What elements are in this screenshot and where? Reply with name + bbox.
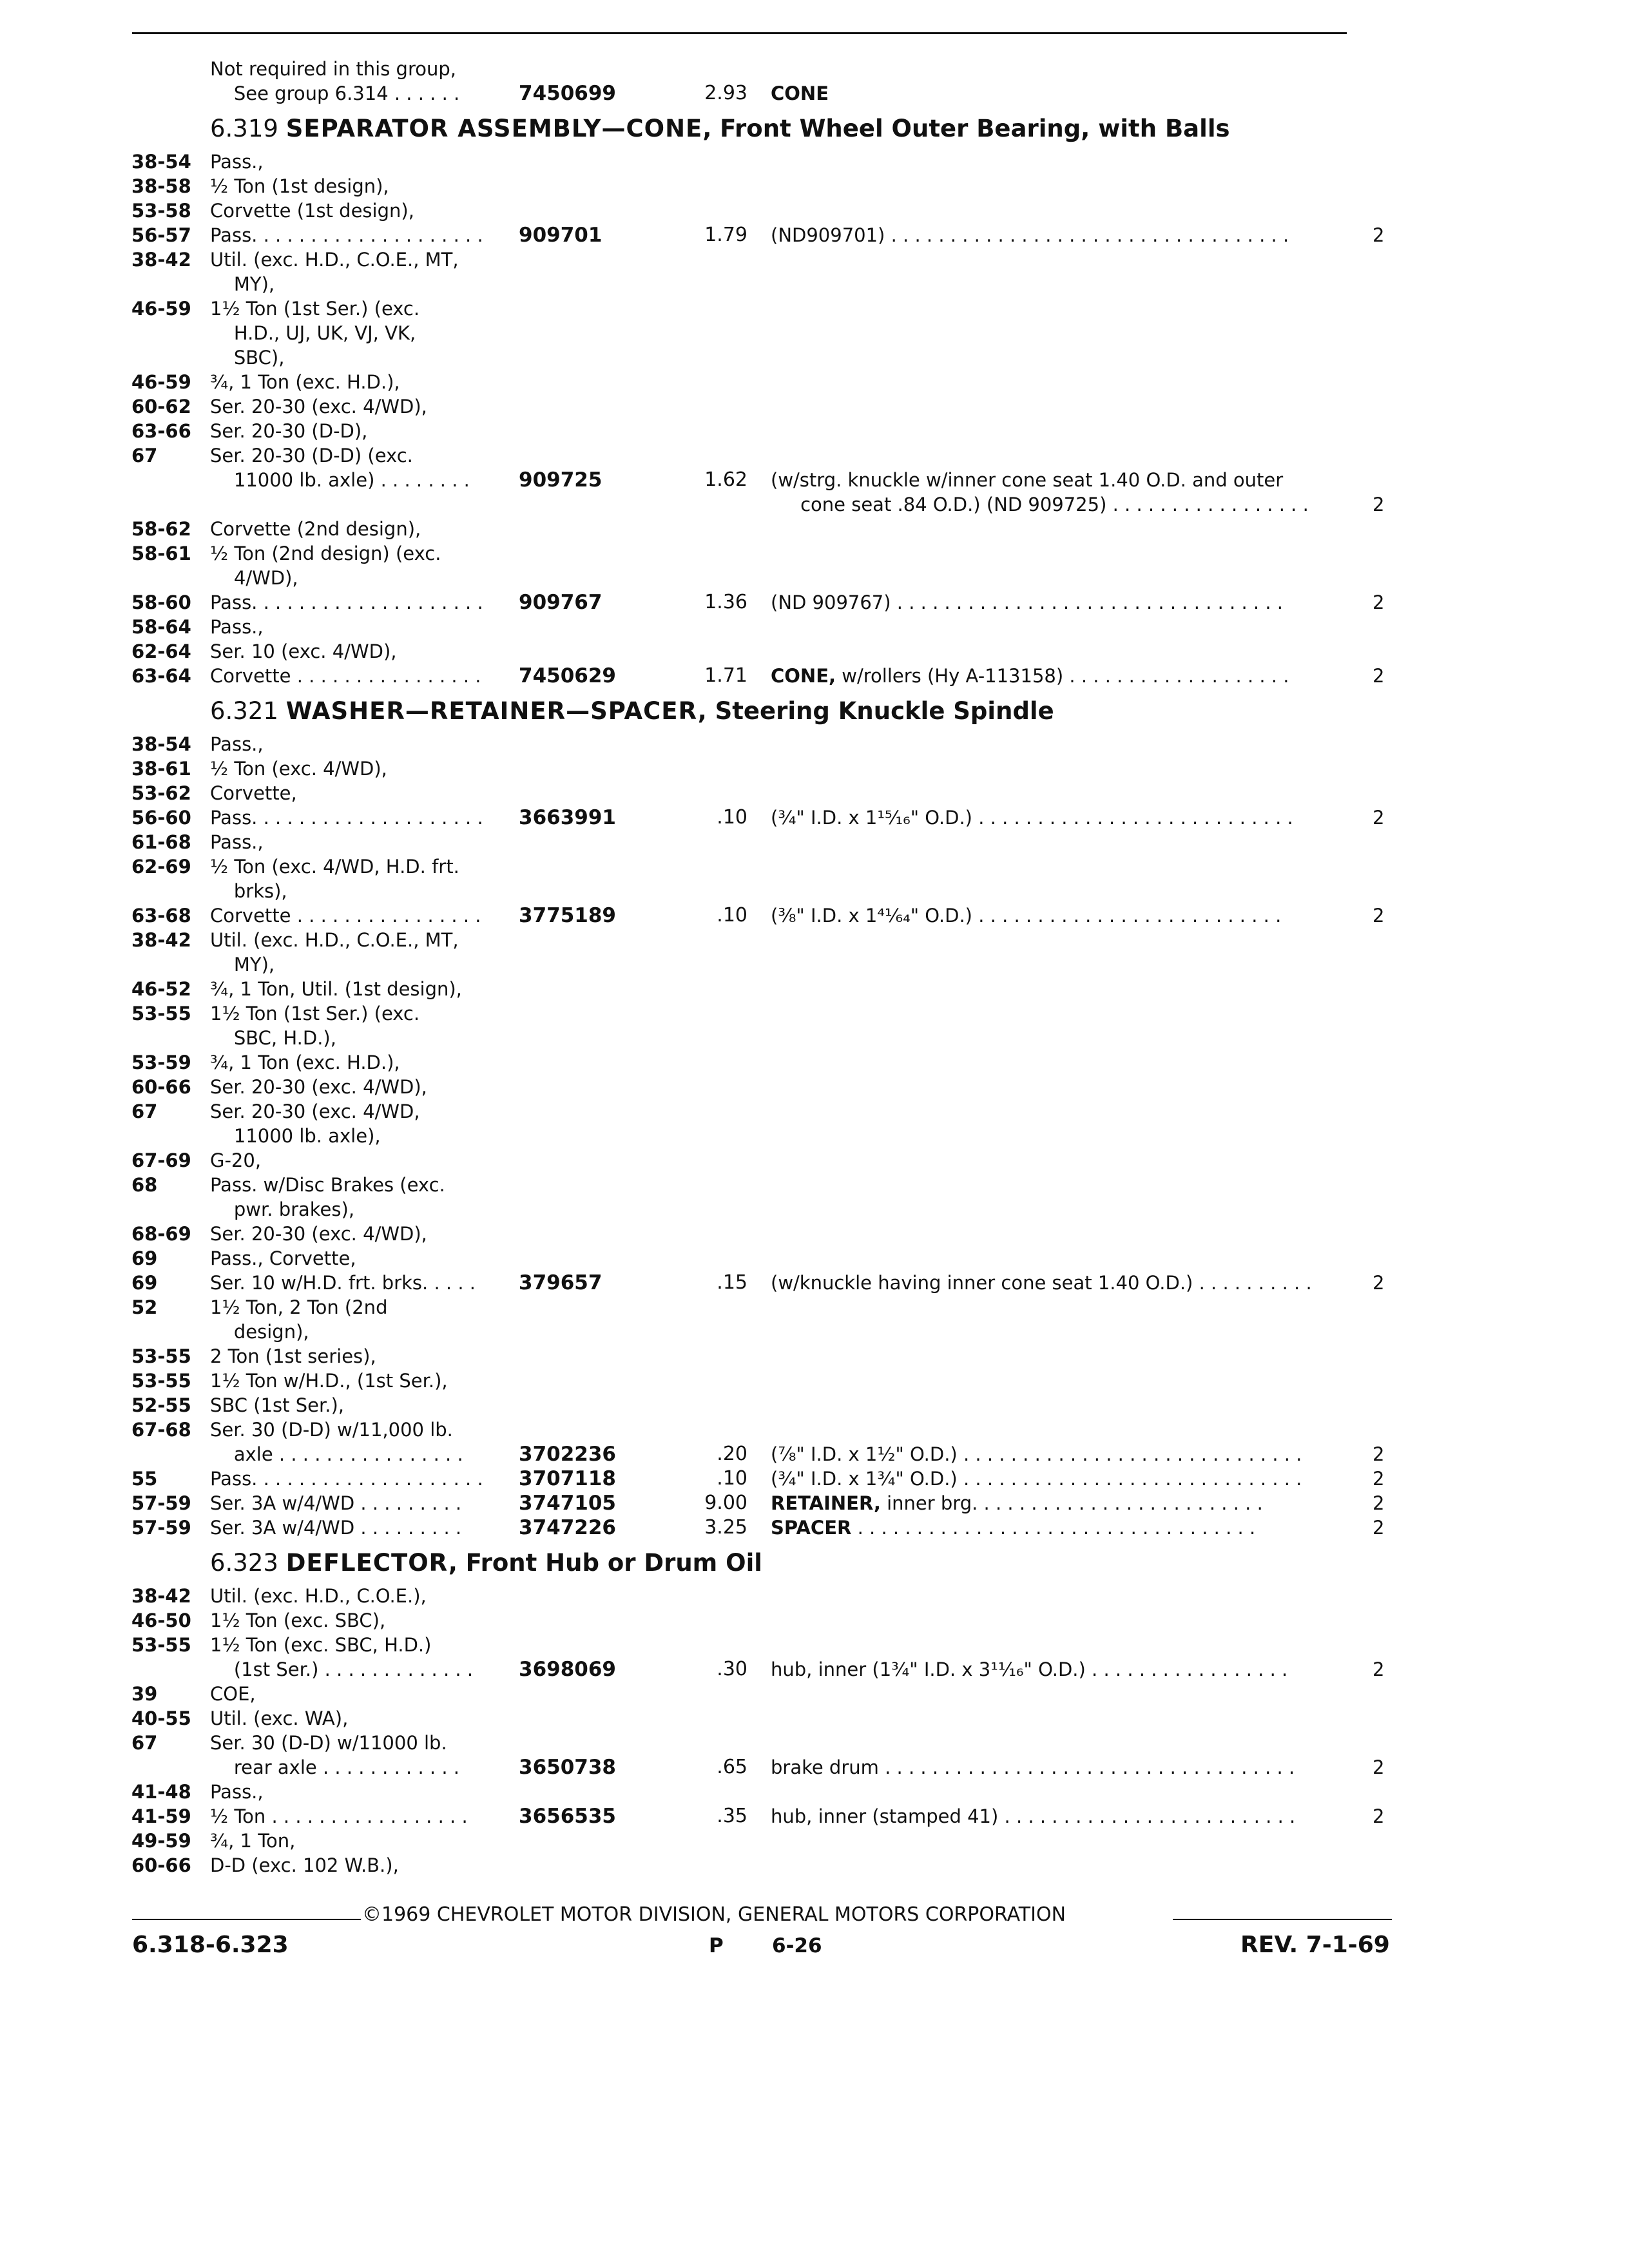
model-years: 55 [131, 1468, 158, 1490]
parts-row [0, 419, 1629, 443]
application: Pass., [210, 733, 264, 755]
description [771, 1442, 1302, 1466]
model-years: 63-66 [131, 420, 191, 442]
model-years: 38-61 [131, 758, 191, 780]
application: COE, [210, 1683, 256, 1705]
quantity: 2 [1373, 494, 1385, 515]
quantity: 2 [1373, 1517, 1385, 1539]
model-years: 63-68 [131, 905, 191, 927]
parts-row [0, 1099, 1629, 1124]
application: G-20, [210, 1149, 262, 1171]
application: Ser. 20-30 (exc. 4/WD), [210, 1076, 427, 1098]
description-text: (ND909701) . . . . . . . . . . . . . . . . . . . . . . . . . . . . . . . . . . [771, 224, 1289, 246]
description-name: SPACER [771, 1517, 852, 1539]
model-years: 58-60 [131, 591, 191, 613]
model-years: 57-59 [131, 1517, 191, 1539]
page-letter: P [709, 1934, 724, 1957]
application: Ser. 10 w/H.D. frt. brks. . . . . [210, 1272, 476, 1294]
parts-row [0, 1804, 1629, 1829]
parts-row [0, 1124, 1629, 1148]
parts-row [0, 1075, 1629, 1099]
model-years: 63-64 [131, 665, 191, 687]
model-years: 69 [131, 1272, 158, 1294]
list-price: .10 [717, 806, 747, 829]
section-subtitle: Front Wheel Outer Bearing, with Balls [720, 115, 1230, 142]
application: Pass., [210, 616, 264, 638]
application: (1st Ser.) . . . . . . . . . . . . . [210, 1658, 474, 1680]
parts-row [0, 468, 1629, 492]
application: Pass. w/Disc Brakes (exc. [210, 1174, 445, 1196]
application: Pass. . . . . . . . . . . . . . . . . . . . [210, 224, 483, 246]
description-text: inner brg. . . . . . . . . . . . . . . . . . . . . . . . . [880, 1492, 1263, 1514]
list-price: .10 [717, 904, 747, 927]
description [771, 81, 829, 106]
model-years: 41-59 [131, 1805, 191, 1827]
quantity: 2 [1373, 1658, 1385, 1680]
parts-row [0, 756, 1629, 781]
part-number: 909767 [519, 591, 602, 614]
parts-row [0, 639, 1629, 664]
list-price: 9.00 [704, 1492, 747, 1514]
application: Ser. 10 (exc. 4/WD), [210, 640, 397, 662]
parts-row [0, 1682, 1629, 1706]
part-number: 3707118 [519, 1467, 616, 1490]
section-title: DEFLECTOR, [285, 1549, 458, 1577]
page-range: 6.318-6.323 [132, 1932, 289, 1958]
application: ½ Ton (exc. 4/WD), [210, 758, 387, 780]
part-number: 3698069 [519, 1658, 616, 1681]
application: design), [210, 1321, 309, 1343]
part-number: 3650738 [519, 1756, 616, 1779]
parts-row [0, 272, 1629, 296]
model-years: 46-52 [131, 978, 191, 1000]
description-text: (ND 909767) . . . . . . . . . . . . . . . . . . . . . . . . . . . . . . . . . [771, 591, 1283, 613]
revision-date: REV. 7-1-69 [1240, 1932, 1390, 1958]
application: SBC), [210, 347, 285, 369]
parts-row [0, 174, 1629, 198]
description [771, 1755, 1295, 1780]
parts-row [0, 879, 1629, 903]
model-years: 39 [131, 1683, 158, 1705]
application: Pass. . . . . . . . . . . . . . . . . . . . [210, 1468, 483, 1490]
section-title: SEPARATOR ASSEMBLY—CONE, [285, 115, 713, 142]
application: rear axle . . . . . . . . . . . . [210, 1756, 459, 1778]
parts-row [0, 81, 1629, 106]
model-years: 56-57 [131, 224, 191, 246]
model-years: 46-50 [131, 1610, 191, 1631]
section-heading [210, 697, 1054, 725]
description [771, 1466, 1302, 1491]
parts-row [0, 223, 1629, 247]
parts-row [0, 590, 1629, 615]
application: Ser. 20-30 (exc. 4/WD, [210, 1100, 420, 1122]
list-price: .35 [717, 1805, 747, 1827]
parts-row [0, 1344, 1629, 1369]
application: Ser. 20-30 (D-D), [210, 420, 368, 442]
parts-row [0, 1755, 1629, 1780]
parts-row [0, 1731, 1629, 1755]
description [771, 1491, 1263, 1515]
model-years: 38-42 [131, 1585, 191, 1607]
model-years: 60-66 [131, 1854, 191, 1876]
application: Ser. 20-30 (exc. 4/WD), [210, 1223, 427, 1245]
model-years: 41-48 [131, 1781, 191, 1803]
model-years: 67 [131, 1732, 158, 1754]
application: D-D (exc. 102 W.B.), [210, 1854, 399, 1876]
footer-rule-left [132, 1919, 361, 1920]
application: ½ Ton (2nd design) (exc. [210, 543, 441, 564]
quantity: 2 [1373, 1468, 1385, 1490]
parts-row [0, 1271, 1629, 1295]
quantity: 2 [1373, 1443, 1385, 1465]
part-number: 909725 [519, 468, 602, 492]
description-text: (¾" I.D. x 1¾" O.D.) . . . . . . . . . . . . . . . . . . . . . . . . . . . . . [771, 1468, 1302, 1490]
description-text: . . . . . . . . . . . . . . . . . . . . . . . . . . . . . . . . . . [851, 1517, 1256, 1539]
model-years: 53-58 [131, 200, 191, 222]
quantity: 2 [1373, 807, 1385, 829]
list-price: 1.79 [704, 224, 747, 246]
parts-row [0, 1780, 1629, 1804]
parts-row [0, 443, 1629, 468]
copyright-line: ©1969 CHEVROLET MOTOR DIVISION, GENERAL MOTORS CORPORATION [362, 1903, 1066, 1926]
parts-row [0, 296, 1629, 321]
description [771, 1271, 1312, 1295]
parts-row [0, 198, 1629, 223]
parts-row [0, 1442, 1629, 1466]
part-number: 3775189 [519, 904, 616, 927]
application: 2 Ton (1st series), [210, 1345, 376, 1367]
model-years: 60-62 [131, 396, 191, 418]
parts-row [0, 1829, 1629, 1853]
model-years: 60-66 [131, 1076, 191, 1098]
application: Ser. 3A w/4/WD . . . . . . . . . [210, 1492, 462, 1514]
model-years: 38-42 [131, 249, 191, 271]
footer-rule-right [1173, 1919, 1392, 1920]
parts-row [0, 1246, 1629, 1271]
application: 1½ Ton (1st Ser.) (exc. [210, 1003, 420, 1024]
part-number: 3747105 [519, 1492, 616, 1515]
model-years: 61-68 [131, 831, 191, 853]
application: Util. (exc. H.D., C.O.E.), [210, 1585, 427, 1607]
application: 1½ Ton, 2 Ton (2nd [210, 1296, 388, 1318]
model-years: 38-54 [131, 151, 191, 173]
application: Pass., [210, 831, 264, 853]
description-text: CONE [771, 82, 829, 104]
application: Corvette (1st design), [210, 200, 414, 222]
application: Ser. 20-30 (D-D) (exc. [210, 445, 413, 466]
parts-row [0, 492, 1629, 517]
model-years: 67-68 [131, 1419, 191, 1441]
model-years: 46-59 [131, 298, 191, 320]
quantity: 2 [1373, 1805, 1385, 1827]
application: axle . . . . . . . . . . . . . . . . [210, 1443, 463, 1465]
parts-row [0, 1657, 1629, 1682]
application: ¾, 1 Ton (exc. H.D.), [210, 1052, 400, 1073]
parts-row [0, 1173, 1629, 1197]
model-years: 57-59 [131, 1492, 191, 1514]
description-text: (w/strg. knuckle w/inner cone seat 1.40 O.D. and outer [771, 469, 1284, 491]
application: 1½ Ton (exc. SBC, H.D.) [210, 1634, 432, 1656]
model-years: 53-55 [131, 1345, 191, 1367]
list-price: 3.25 [704, 1516, 747, 1539]
parts-row [0, 1295, 1629, 1320]
application: ¾, 1 Ton (exc. H.D.), [210, 371, 400, 393]
model-years: 53-55 [131, 1003, 191, 1024]
application: Ser. 20-30 (exc. 4/WD), [210, 396, 427, 418]
parts-row [0, 394, 1629, 419]
parts-row [0, 854, 1629, 879]
description-text: w/rollers (Hy A-113158) . . . . . . . . . . . . . . . . . . . [836, 665, 1289, 687]
section-title: WASHER—RETAINER—SPACER, [285, 697, 708, 725]
parts-row [0, 370, 1629, 394]
parts-row [0, 1418, 1629, 1442]
model-years: 53-55 [131, 1370, 191, 1392]
model-years: 68-69 [131, 1223, 191, 1245]
section-heading [210, 115, 1230, 142]
description [771, 903, 1281, 928]
section-number: 6.321 [210, 697, 278, 725]
parts-row [0, 1853, 1629, 1878]
application: ½ Ton (1st design), [210, 175, 389, 197]
page-number: 6-26 [772, 1934, 822, 1957]
application: 4/WD), [210, 567, 298, 589]
description-name: CONE, [771, 665, 836, 687]
application: pwr. brakes), [210, 1198, 355, 1220]
application: Pass., [210, 151, 264, 173]
application: Ser. 30 (D-D) w/11,000 lb. [210, 1419, 453, 1441]
application: Corvette . . . . . . . . . . . . . . . . [210, 665, 481, 687]
parts-row [0, 1197, 1629, 1222]
model-years: 38-58 [131, 175, 191, 197]
application: ¾, 1 Ton, Util. (1st design), [210, 978, 462, 1000]
parts-row [0, 1050, 1629, 1075]
description [771, 492, 1309, 517]
application: ½ Ton . . . . . . . . . . . . . . . . . [210, 1805, 468, 1827]
description-text: hub, inner (stamped 41) . . . . . . . . . . . . . . . . . . . . . . . . . [771, 1805, 1296, 1827]
parts-row [0, 903, 1629, 928]
parts-row [0, 247, 1629, 272]
application: See group 6.314 . . . . . . [210, 82, 466, 104]
model-years: 58-61 [131, 543, 191, 564]
list-price: .30 [717, 1658, 747, 1680]
application: Util. (exc. WA), [210, 1707, 349, 1729]
section-number: 6.323 [210, 1549, 278, 1577]
model-years: 46-59 [131, 371, 191, 393]
description-name: RETAINER, [771, 1492, 881, 1514]
parts-row [0, 541, 1629, 566]
parts-row [0, 1001, 1629, 1026]
description-text: (⅞" I.D. x 1½" O.D.) . . . . . . . . . . . . . . . . . . . . . . . . . . . . . [771, 1443, 1302, 1465]
description-text: brake drum . . . . . . . . . . . . . . . . . . . . . . . . . . . . . . . . . . . [771, 1756, 1295, 1778]
description [771, 590, 1283, 615]
model-years: 38-54 [131, 733, 191, 755]
application: 1½ Ton (exc. SBC), [210, 1610, 386, 1631]
application: 1½ Ton w/H.D., (1st Ser.), [210, 1370, 448, 1392]
quantity: 2 [1373, 591, 1385, 613]
parts-row [0, 1633, 1629, 1657]
description [771, 1515, 1255, 1540]
parts-row [0, 664, 1629, 688]
parts-row [0, 1148, 1629, 1173]
description-text: (⅜" I.D. x 1⁴¹⁄₆₄" O.D.) . . . . . . . . . . . . . . . . . . . . . . . . . . [771, 905, 1282, 927]
part-number: 909701 [519, 224, 602, 247]
parts-row [0, 1320, 1629, 1344]
application: SBC, H.D.), [210, 1027, 336, 1049]
application: 11000 lb. axle), [210, 1125, 381, 1147]
model-years: 52 [131, 1296, 158, 1318]
model-years: 58-64 [131, 616, 191, 638]
application: Corvette (2nd design), [210, 518, 421, 540]
list-price: .65 [717, 1756, 747, 1778]
application: brks), [210, 880, 287, 902]
application: Pass., [210, 1781, 264, 1803]
parts-row [0, 1706, 1629, 1731]
parts-row [0, 1222, 1629, 1246]
part-number: 379657 [519, 1271, 602, 1294]
model-years: 53-59 [131, 1052, 191, 1073]
parts-row [0, 1584, 1629, 1608]
parts-row [0, 977, 1629, 1001]
application: Ser. 3A w/4/WD . . . . . . . . . [210, 1517, 462, 1539]
description-text: hub, inner (1¾" I.D. x 3¹¹⁄₁₆" O.D.) . . . . . . . . . . . . . . . . . [771, 1658, 1288, 1680]
list-price: .15 [717, 1271, 747, 1294]
list-price: 2.93 [704, 82, 747, 104]
part-number: 3656535 [519, 1805, 616, 1828]
model-years: 67-69 [131, 1149, 191, 1171]
part-number: 3702236 [519, 1443, 616, 1466]
section-subtitle: Front Hub or Drum Oil [465, 1549, 762, 1577]
parts-row [0, 321, 1629, 345]
description [771, 1804, 1295, 1829]
parts-row [0, 566, 1629, 590]
model-years: 52-55 [131, 1394, 191, 1416]
application: Util. (exc. H.D., C.O.E., MT, [210, 249, 459, 271]
parts-row [0, 1515, 1629, 1540]
application: Not required in this group, [210, 58, 456, 80]
list-price: 1.71 [704, 664, 747, 687]
part-number: 7450699 [519, 82, 616, 105]
parts-row [0, 1393, 1629, 1418]
parts-row [0, 615, 1629, 639]
application: Ser. 30 (D-D) w/11000 lb. [210, 1732, 447, 1754]
top-rule [132, 32, 1347, 34]
description-text: cone seat .84 O.D.) (ND 909725) . . . . . . . . . . . . . . . . . [771, 494, 1309, 515]
model-years: 68 [131, 1174, 158, 1196]
parts-row [0, 149, 1629, 174]
model-years: 58-62 [131, 518, 191, 540]
quantity: 2 [1373, 1272, 1385, 1294]
description [771, 664, 1289, 688]
application: Corvette, [210, 782, 297, 804]
parts-row [0, 952, 1629, 977]
application: ½ Ton (exc. 4/WD, H.D. frt. [210, 856, 459, 878]
parts-row [0, 805, 1629, 830]
model-years: 53-62 [131, 782, 191, 804]
section-heading [210, 1549, 762, 1577]
parts-row [0, 345, 1629, 370]
application: SBC (1st Ser.), [210, 1394, 344, 1416]
description [771, 1657, 1287, 1682]
quantity: 2 [1373, 665, 1385, 687]
model-years: 40-55 [131, 1707, 191, 1729]
list-price: .10 [717, 1467, 747, 1490]
quantity: 2 [1373, 224, 1385, 246]
application: MY), [210, 954, 275, 975]
quantity: 2 [1373, 1492, 1385, 1514]
parts-row [0, 1608, 1629, 1633]
application: ¾, 1 Ton, [210, 1830, 296, 1852]
quantity: 2 [1373, 905, 1385, 927]
list-price: 1.62 [704, 468, 747, 491]
parts-row [0, 57, 1629, 81]
application: Pass. . . . . . . . . . . . . . . . . . . . [210, 591, 483, 613]
model-years: 53-55 [131, 1634, 191, 1656]
application: 11000 lb. axle) . . . . . . . . [210, 469, 470, 491]
application: H.D., UJ, UK, VJ, VK, [210, 322, 416, 344]
list-price: 1.36 [704, 591, 747, 613]
description [771, 805, 1293, 830]
parts-row [0, 517, 1629, 541]
application: MY), [210, 273, 275, 295]
parts-row [0, 1491, 1629, 1515]
parts-row [0, 781, 1629, 805]
parts-row [0, 928, 1629, 952]
part-number: 7450629 [519, 664, 616, 687]
list-price: .20 [717, 1443, 747, 1465]
model-years: 62-69 [131, 856, 191, 878]
application: 1½ Ton (1st Ser.) (exc. [210, 298, 420, 320]
parts-row [0, 830, 1629, 854]
description [771, 468, 1283, 492]
part-number: 3663991 [519, 806, 616, 829]
section-number: 6.319 [210, 115, 278, 142]
model-years: 67 [131, 1100, 158, 1122]
model-years: 38-42 [131, 929, 191, 951]
quantity: 2 [1373, 1756, 1385, 1778]
application: Corvette . . . . . . . . . . . . . . . . [210, 905, 481, 927]
description [771, 223, 1289, 247]
part-number: 3747226 [519, 1516, 616, 1539]
section-subtitle: Steering Knuckle Spindle [715, 697, 1054, 725]
application: Util. (exc. H.D., C.O.E., MT, [210, 929, 459, 951]
model-years: 67 [131, 445, 158, 466]
parts-row [0, 1026, 1629, 1050]
application: Pass. . . . . . . . . . . . . . . . . . . . [210, 807, 483, 829]
parts-row [0, 1369, 1629, 1393]
parts-row [0, 1466, 1629, 1491]
parts-row [0, 732, 1629, 756]
model-years: 69 [131, 1247, 158, 1269]
model-years: 62-64 [131, 640, 191, 662]
model-years: 56-60 [131, 807, 191, 829]
description-text: (w/knuckle having inner cone seat 1.40 O.D.) . . . . . . . . . . [771, 1272, 1312, 1294]
description-text: (¾" I.D. x 1¹⁵⁄₁₆" O.D.) . . . . . . . . . . . . . . . . . . . . . . . . . . . [771, 807, 1293, 829]
application: Pass., Corvette, [210, 1247, 356, 1269]
model-years: 49-59 [131, 1830, 191, 1852]
